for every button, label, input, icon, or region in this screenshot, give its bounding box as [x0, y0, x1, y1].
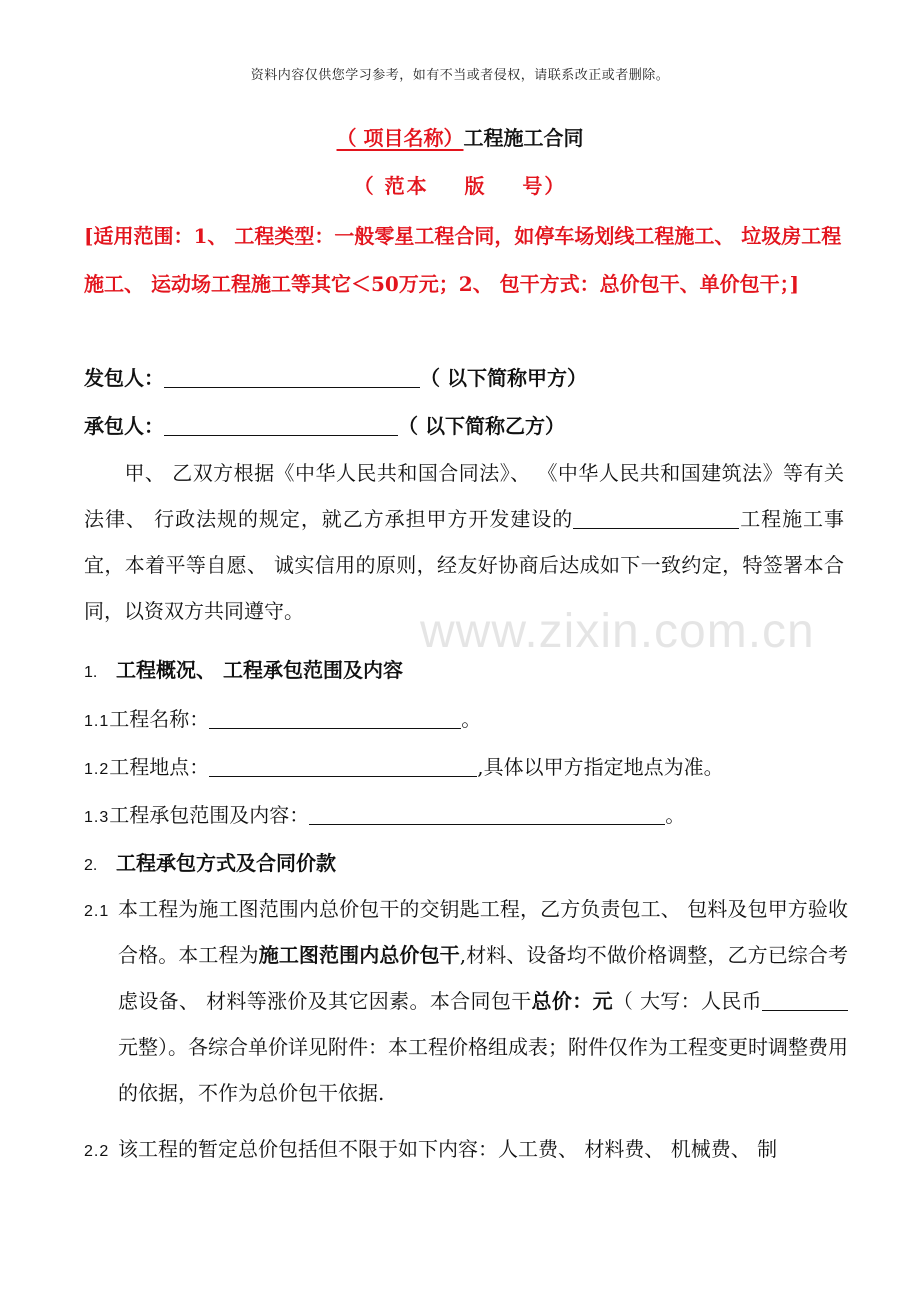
- amount-blank: [762, 990, 848, 1011]
- clause-text: （ 大写：人民币: [612, 989, 763, 1013]
- section-1-num: 1.: [84, 664, 98, 681]
- project-location-blank: [209, 756, 477, 777]
- item-num: 1.2: [84, 761, 110, 778]
- employer-suffix: （ 以下简称甲方）: [420, 366, 587, 390]
- item-num: 1.1: [84, 713, 110, 730]
- contractor-suffix: （ 以下简称乙方）: [398, 414, 565, 438]
- clause-num: 2.1: [84, 903, 110, 920]
- employer-line: [84, 362, 587, 391]
- section-2-heading: [84, 847, 336, 876]
- project-name-blank: [209, 708, 461, 729]
- clause-emphasis: 施工图范围内总价包干: [258, 943, 460, 967]
- disclaimer-notice: 资料内容仅供您学习参考，如有不当或者侵权，请联系改正或者删除。: [250, 68, 670, 83]
- item-suffix: ,具体以甲方指定地点为准。: [477, 755, 724, 779]
- preamble: [84, 450, 844, 634]
- item-1-3: [84, 799, 685, 828]
- project-blank: [573, 508, 739, 529]
- item-label: 工程地点：: [109, 755, 210, 779]
- section-2-title: 工程承包方式及合同价款: [116, 851, 336, 875]
- document-title: [0, 122, 920, 151]
- clause-text: 本工程为施工图范围内总价包干的交钥匙工程，乙方负责包工、 包料及包甲方验收合格。本工程为: [118, 897, 848, 967]
- scope-content-blank: [309, 804, 665, 825]
- total-price-label: 总价：元: [531, 989, 613, 1013]
- item-1-2: [84, 751, 724, 780]
- item-num: 1.3: [84, 809, 110, 826]
- clause-2-1: [84, 886, 850, 1126]
- title-main: 工程施工合同: [463, 126, 584, 150]
- employer-blank: [164, 367, 420, 388]
- preamble-text-2: 工程施工事宜，本着平等自愿、 诚实信用的原则，经友好协商后达成如下一致约定，特签署本合同，以资双方共同遵守。: [84, 507, 844, 623]
- section-1-title: 工程概况、 工程承包范围及内容: [116, 658, 403, 682]
- applicable-scope: [适用范围：1、 工程类型：一般零星工程合同，如停车场划线工程施工、 垃圾房工程施工、 运动场工程施工等其它＜50万元；2、 包干方式：总价包干、单价包干；]: [84, 224, 842, 296]
- item-label: 工程名称：: [109, 707, 210, 731]
- item-suffix: 。: [461, 707, 482, 731]
- watermark: www.zixin.com.cn: [420, 605, 815, 658]
- contractor-line: [84, 410, 565, 439]
- clause-text: ,材料、设备均不做价格调整，乙方已综合考虑设备、 材料等涨价及其它因素。本合同包干: [118, 943, 849, 1013]
- clause-2-2-body: 该工程的暂定总价包括但不限于如下内容：人工费、 材料费、 机械费、 制: [118, 1137, 778, 1161]
- preamble-text-1: 甲、 乙双方根据《中华人民共和国合同法》、 《中华人民共和国建筑法》等有关法律、 行政法规的规定，就乙方承担甲方开发建设的: [84, 461, 844, 531]
- item-label: 工程承包范围及内容：: [109, 803, 310, 827]
- employer-label: 发包人：: [84, 366, 164, 390]
- section-2-num: 2.: [84, 857, 98, 874]
- item-1-1: [84, 703, 481, 732]
- item-suffix: 。: [665, 803, 686, 827]
- contractor-label: 承包人：: [84, 414, 164, 438]
- section-1-heading: [84, 654, 403, 683]
- project-name-placeholder: （ 项目名称）: [336, 126, 464, 150]
- template-version: （ 范本 版 号）: [353, 174, 567, 198]
- contractor-blank: [164, 415, 398, 436]
- clause-text: 元整）。各综合单价详见附件：本工程价格组成表；附件仅作为工程变更时调整费用的依据，不作为总价包干依据.: [118, 1035, 848, 1105]
- clause-2-2: [84, 1126, 850, 1172]
- clause-num: 2.2: [84, 1143, 110, 1160]
- clause-2-1-body: [118, 886, 848, 1116]
